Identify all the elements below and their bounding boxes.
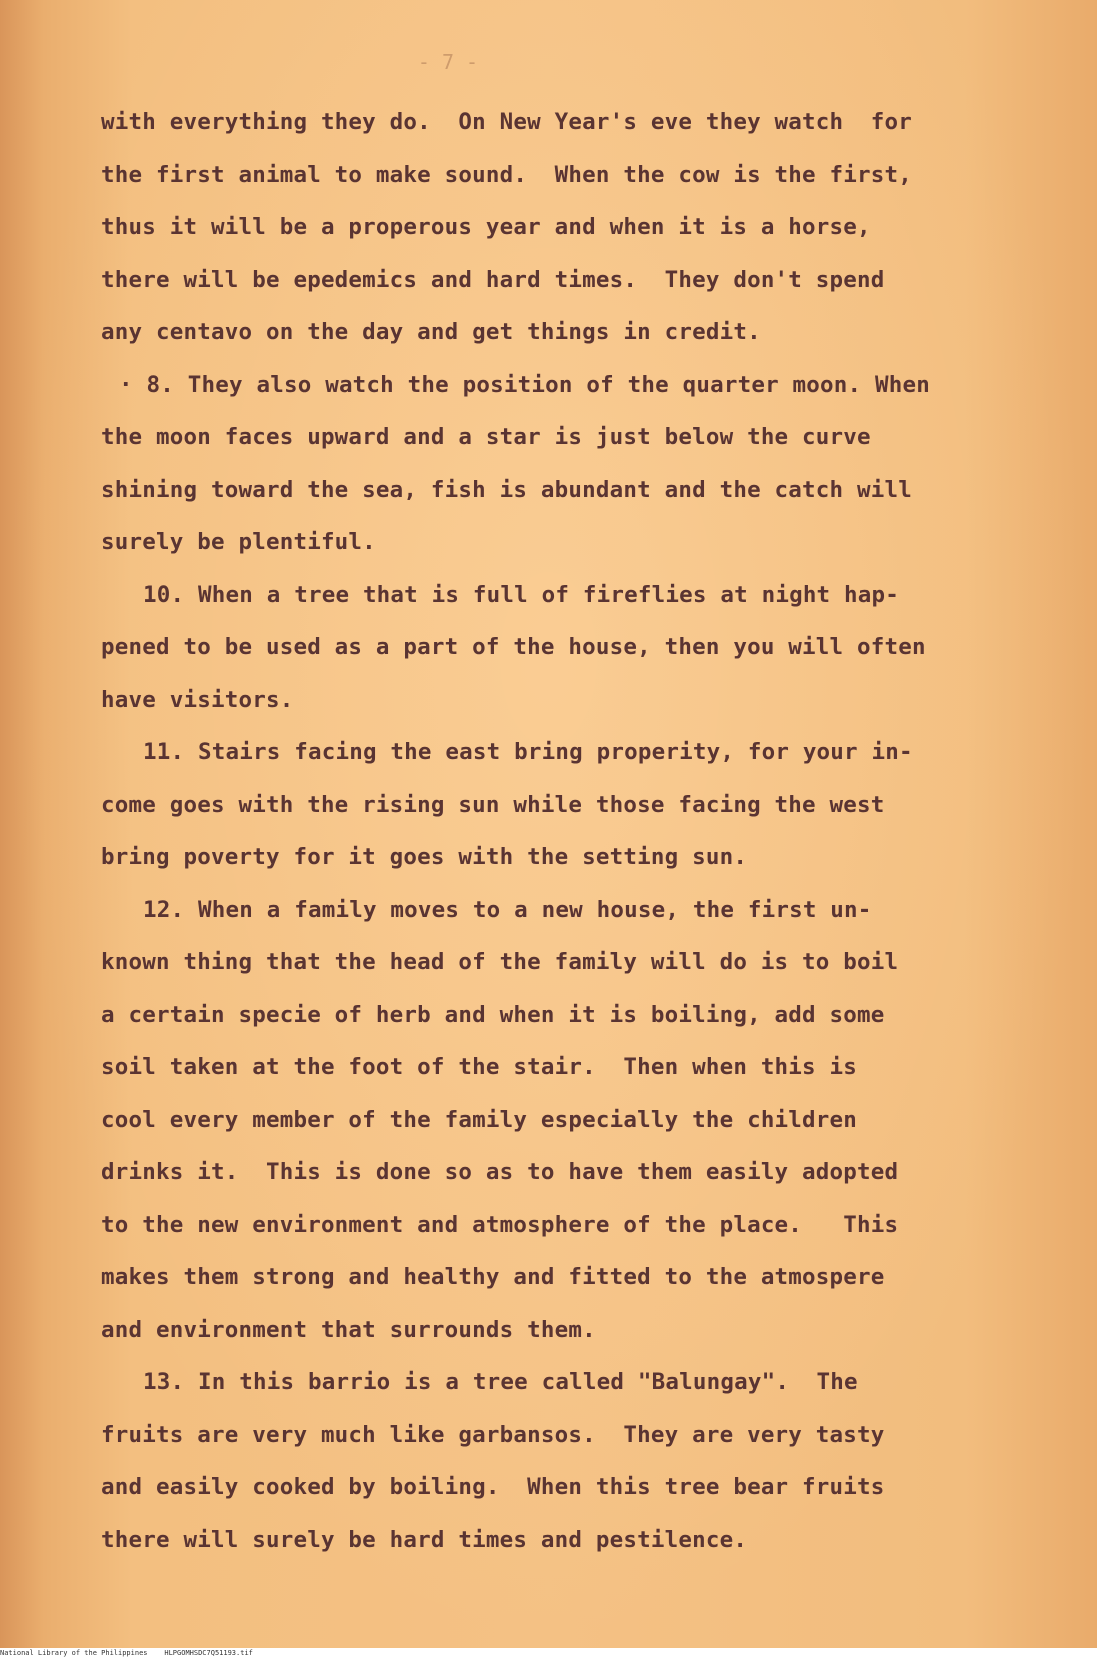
text-line: to the new environment and atmosphere of the place. This	[101, 1211, 899, 1238]
footer-file: HLPGOMHSDC7Q51193.tif	[164, 1649, 253, 1657]
text-line: 10. When a tree that is full of fireflies at night hap-	[143, 581, 900, 608]
text-line: drinks it. This is done so as to have them easily adopted	[101, 1159, 899, 1185]
scan-footer	[0, 1648, 1097, 1658]
text-line: there will surely be hard times and pestilence.	[101, 1526, 748, 1553]
text-line: thus it will be a properous year and when it is a horse,	[101, 214, 871, 240]
text-line: · 8. They also watch the position of the quarter moon. When	[119, 371, 931, 398]
text-line: have visitors.	[101, 686, 294, 713]
text-line: 12. When a family moves to a new house, the first un-	[143, 896, 872, 923]
text-line: and easily cooked by boiling. When this tree bear fruits	[101, 1474, 885, 1500]
typed-text-body	[101, 96, 1061, 1566]
text-line: a certain specie of herb and when it is boiling, add some	[101, 1001, 885, 1028]
text-line: known thing that the head of the family will do is to boil	[101, 949, 899, 975]
text-line: any centavo on the day and get things in credit.	[101, 319, 761, 345]
text-line: 13. In this barrio is a tree called "Balungay". The	[143, 1369, 858, 1395]
text-line: pened to be used as a part of the house, then you will often	[101, 634, 926, 660]
text-line: and environment that surrounds them.	[101, 1316, 596, 1343]
text-line: fruits are very much like garbansos. They are very tasty	[101, 1421, 885, 1448]
text-line: 11. Stairs facing the east bring properity, for your in-	[143, 739, 913, 765]
footer-library: National Library of the Philippines	[0, 1649, 148, 1657]
text-line: shining toward the sea, fish is abundant and the catch will	[101, 476, 913, 503]
text-line: bring poverty for it goes with the setting sun.	[101, 844, 748, 870]
text-line: the first animal to make sound. When the cow is the first,	[101, 161, 913, 188]
page-number: - 7 -	[417, 50, 479, 74]
text-line: cool every member of the family especially the children	[101, 1106, 858, 1133]
text-line: there will be epedemics and hard times. They don't spend	[101, 266, 885, 293]
text-line: soil taken at the foot of the stair. Then when this is	[101, 1054, 858, 1080]
text-line: surely be plentiful.	[101, 529, 376, 555]
text-line: the moon faces upward and a star is just below the curve	[101, 424, 871, 450]
text-line: with everything they do. On New Year's eve they watch for	[101, 109, 913, 135]
text-line: makes them strong and healthy and fitted to the atmospere	[101, 1264, 885, 1290]
text-line: come goes with the rising sun while those facing the west	[101, 791, 885, 818]
